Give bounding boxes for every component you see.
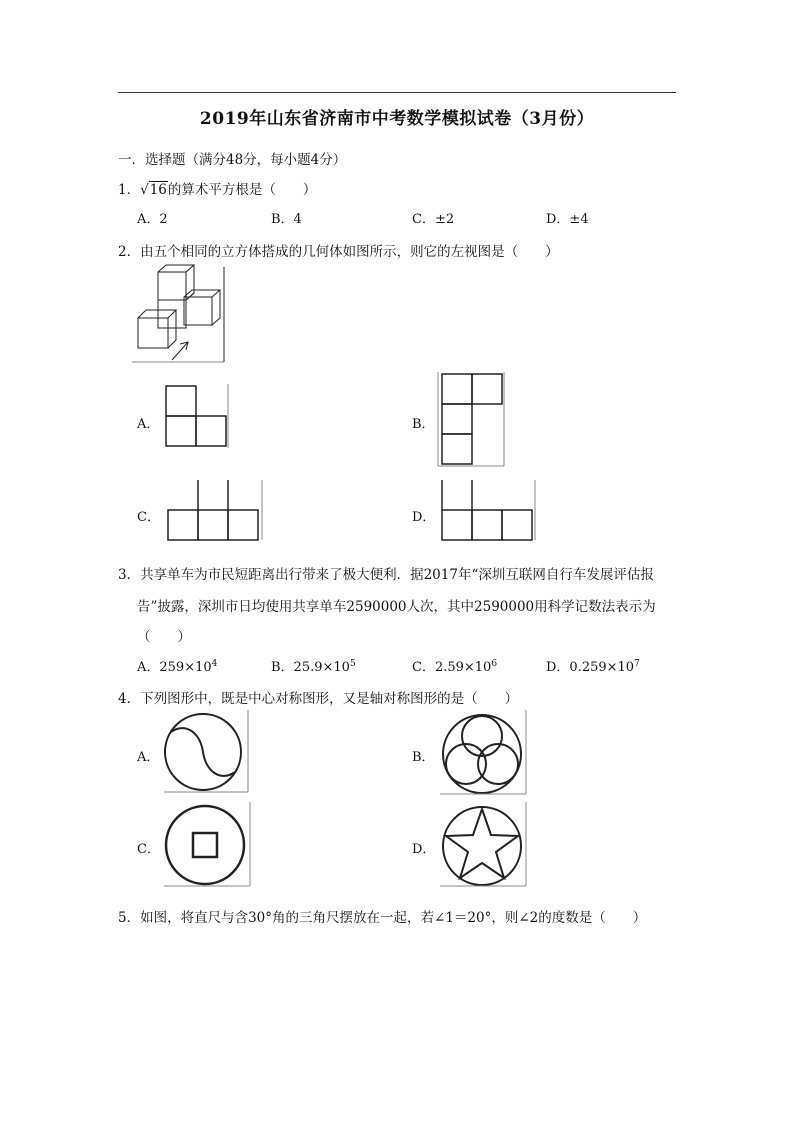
q4-option-b-three-circles-figure	[436, 710, 528, 796]
q4-option-c-coin-figure	[160, 802, 252, 888]
q2-option-a-figure	[162, 384, 230, 450]
q4-label-a: A．	[137, 750, 160, 765]
q3-option-b: B．$25.9\times 10^5$	[271, 659, 356, 675]
q1-text: 的算术平方根是（ ）	[167, 182, 317, 198]
sqrt-symbol: √16	[140, 182, 167, 198]
q2-label-c: C．	[137, 510, 160, 525]
question-3-line-3: （ ）	[137, 629, 191, 645]
q2-label-d: D．	[412, 510, 436, 525]
q1-number: 1．	[118, 182, 141, 198]
q2-option-c-figure	[166, 480, 264, 542]
q2-option-d-figure	[440, 480, 538, 542]
q2-option-b-figure	[436, 372, 506, 468]
q2-label-a: A．	[137, 417, 160, 432]
question-2: 2．由五个相同的立方体搭成的几何体如图所示，则它的左视图是（ ）	[118, 244, 559, 260]
q4-label-d: D．	[412, 842, 436, 857]
q3-option-c: C．$2.59\times 10^6$	[412, 659, 498, 675]
q1-radicand: 16	[149, 182, 167, 198]
question-3-line-2: 告”披露，深圳市日均使用共享单车2590000人次，其中2590000用科学记数法表示为	[137, 599, 656, 615]
q4-label-c: C．	[137, 842, 160, 857]
q4-label-b: B．	[412, 750, 435, 765]
header-rule	[118, 92, 676, 93]
question-5: 5．如图，将直尺与含30°角的三角尺摆放在一起，若∠1＝20°，则∠2的度数是（ ）	[118, 910, 647, 926]
section-heading: 一．选择题（满分48分，每小题4分）	[118, 152, 347, 168]
question-1	[118, 178, 316, 198]
question-3-line-1: 3．共享单车为市民短距离出行带来了极大便利．据2017年“深圳互联网自行车发展评估报	[118, 567, 654, 583]
q3-option-d: D．$0.259\times 10^7$	[546, 659, 640, 675]
q1-option-c: C．±2	[412, 212, 455, 227]
question-4: 4．下列图形中，既是中心对称图形，又是轴对称图形的是（ ）	[118, 691, 519, 707]
page-title: 2019年山东省济南市中考数学模拟试卷（3月份）	[199, 109, 595, 129]
q4-option-d-star-figure	[436, 802, 528, 888]
q1-option-d: D．±4	[546, 212, 589, 227]
q2-cube-solid-figure	[132, 262, 232, 370]
q4-option-a-yin-yang-figure	[160, 710, 250, 794]
q3-option-a: A．$259\times 10^4$	[137, 659, 218, 675]
q1-option-b: B．4	[271, 212, 302, 227]
q2-label-b: B．	[412, 417, 435, 432]
q1-option-a: A．2	[137, 212, 168, 227]
